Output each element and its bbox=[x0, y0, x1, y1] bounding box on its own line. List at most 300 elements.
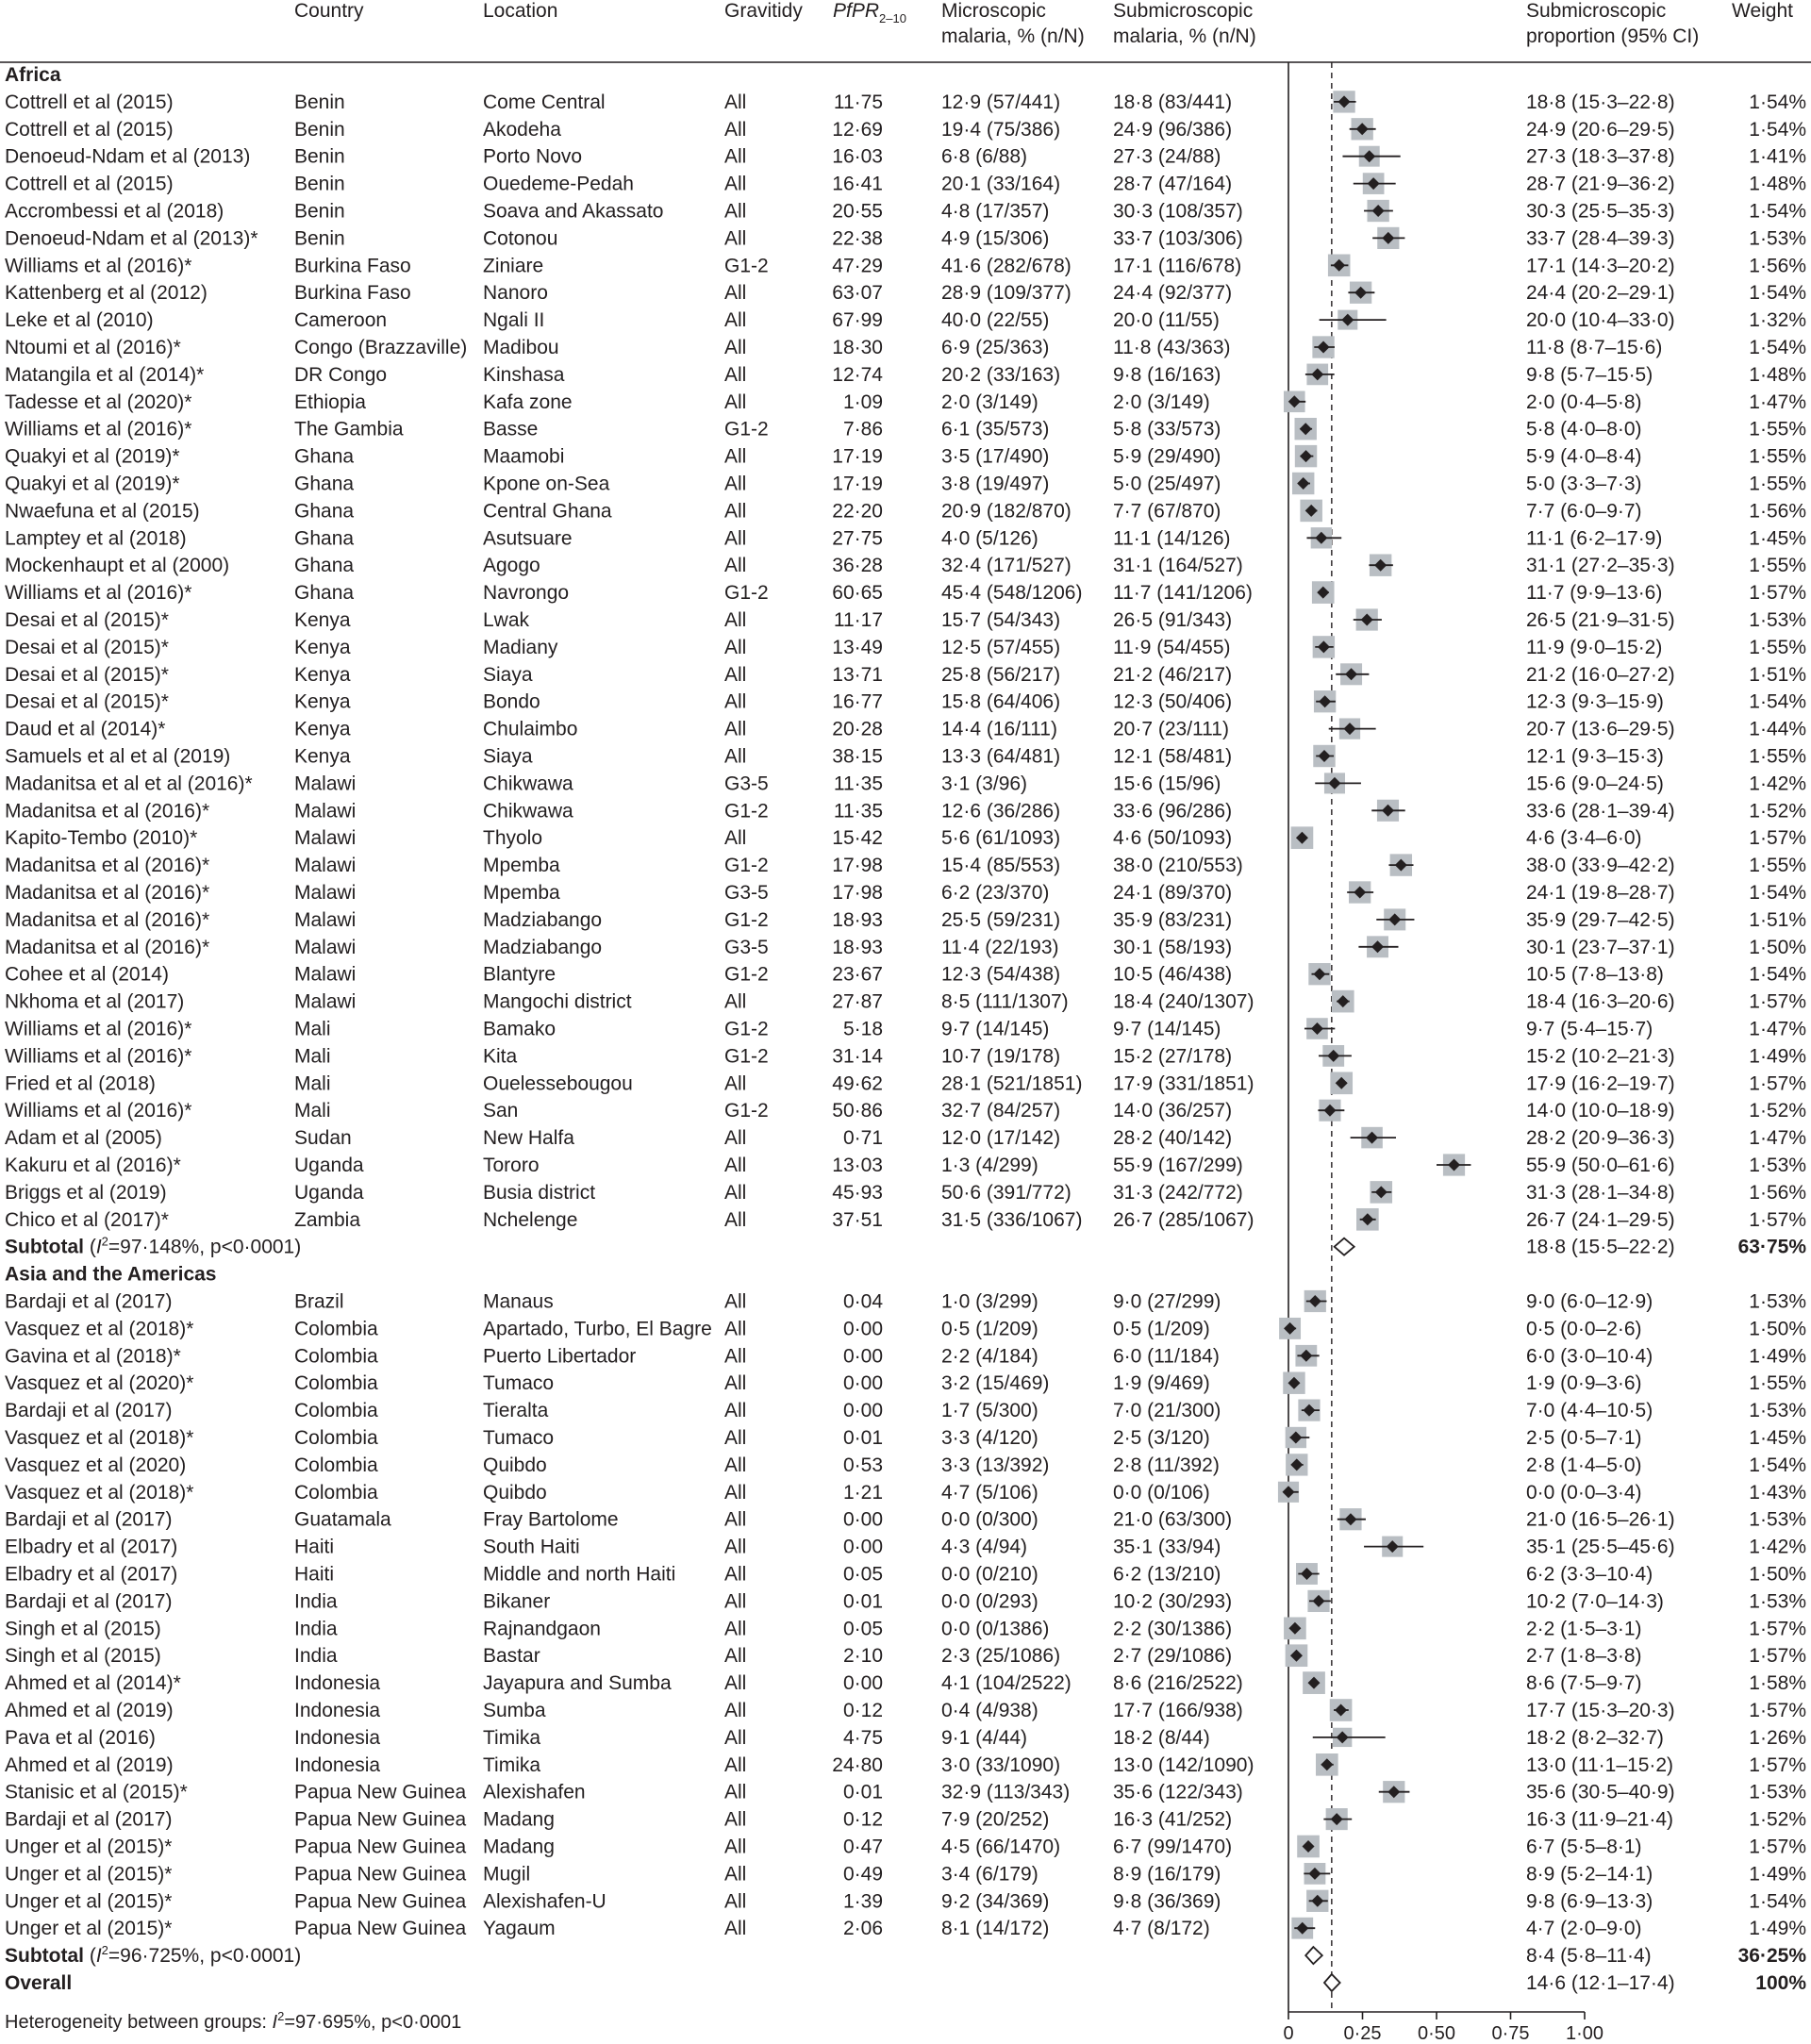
subtotal-ci-cell: 18·8 (15·5–22·2) bbox=[1526, 1236, 1675, 1258]
proportion-ci-cell: 38·0 (33·9–42·2) bbox=[1526, 855, 1675, 877]
weight-cell: 1·51% bbox=[1749, 908, 1806, 931]
pfpr-cell: 0·53 bbox=[842, 1454, 883, 1476]
microscopic-cell: 3·0 (33/1090) bbox=[941, 1753, 1061, 1776]
weight-cell: 1·57% bbox=[1749, 1072, 1806, 1095]
microscopic-cell: 3·3 (4/120) bbox=[941, 1427, 1038, 1449]
table-row bbox=[5, 582, 1806, 604]
submicroscopic-cell: 14·0 (36/257) bbox=[1113, 1100, 1233, 1122]
microscopic-cell: 0·0 (0/1386) bbox=[941, 1618, 1050, 1640]
study-label: Fried et al (2018) bbox=[5, 1072, 156, 1095]
country-cell: Mali bbox=[294, 1072, 331, 1095]
table-row bbox=[5, 964, 1806, 986]
microscopic-cell: 4·3 (4/94) bbox=[941, 1536, 1028, 1558]
weight-cell: 1·54% bbox=[1749, 690, 1806, 713]
study-label: Vasquez et al (2018)* bbox=[5, 1427, 194, 1449]
pfpr-cell: 13·03 bbox=[832, 1155, 883, 1176]
gravidity-cell: All bbox=[724, 337, 747, 358]
location-cell: Mpemba bbox=[483, 855, 560, 877]
proportion-ci-cell: 9·7 (5·4–15·7) bbox=[1526, 1018, 1653, 1040]
microscopic-cell: 9·2 (34/369) bbox=[941, 1890, 1050, 1913]
pfpr-cell: 18·93 bbox=[832, 908, 883, 931]
country-cell: Uganda bbox=[294, 1155, 364, 1176]
microscopic-cell: 5·6 (61/1093) bbox=[941, 827, 1061, 850]
location-cell: Nanoro bbox=[483, 282, 548, 305]
country-cell: Mali bbox=[294, 1100, 331, 1122]
submicroscopic-cell: 11·7 (141/1206) bbox=[1113, 582, 1253, 605]
header-weight: Weight bbox=[1732, 0, 1793, 22]
microscopic-cell: 12·0 (17/142) bbox=[941, 1127, 1061, 1150]
country-cell: India bbox=[294, 1645, 338, 1668]
study-label: Williams et al (2016)* bbox=[5, 1018, 192, 1040]
pfpr-cell: 0·01 bbox=[842, 1427, 883, 1449]
gravidity-cell: All bbox=[724, 1155, 747, 1176]
column-headers bbox=[294, 0, 1793, 47]
location-cell: Cotonou bbox=[483, 227, 558, 250]
study-label: Unger et al (2015)* bbox=[5, 1836, 173, 1858]
study-label: Ahmed et al (2014)* bbox=[5, 1672, 181, 1695]
header-sub-line1: Submicroscopic bbox=[1113, 0, 1254, 22]
location-cell: Blantyre bbox=[483, 963, 557, 986]
location-cell: Soava and Akassato bbox=[483, 200, 664, 223]
country-cell: Uganda bbox=[294, 1181, 364, 1204]
proportion-ci-cell: 11·8 (8·7–15·6) bbox=[1526, 337, 1663, 358]
pfpr-cell: 0·47 bbox=[842, 1836, 883, 1858]
pfpr-cell: 0·01 bbox=[842, 1590, 883, 1613]
microscopic-cell: 20·1 (33/164) bbox=[941, 173, 1061, 195]
submicroscopic-cell: 5·8 (33/573) bbox=[1113, 418, 1221, 440]
country-cell: Benin bbox=[294, 91, 345, 113]
microscopic-cell: 6·1 (35/573) bbox=[941, 418, 1050, 440]
location-cell: Tieralta bbox=[483, 1400, 549, 1422]
location-cell: Madang bbox=[483, 1808, 555, 1831]
study-label: Madanitsa et al (2016)* bbox=[5, 800, 210, 823]
pfpr-cell: 2·10 bbox=[842, 1645, 883, 1668]
subtotal-word: Subtotal bbox=[5, 1236, 90, 1258]
country-cell: Zambia bbox=[294, 1208, 361, 1231]
pfpr-cell: 18·30 bbox=[832, 337, 883, 358]
submicroscopic-cell: 9·8 (36/369) bbox=[1113, 1890, 1221, 1913]
table-row bbox=[5, 500, 1806, 522]
location-cell: Busia district bbox=[483, 1181, 596, 1204]
country-cell: Ghana bbox=[294, 582, 355, 605]
study-label: Ahmed et al (2019) bbox=[5, 1700, 174, 1721]
location-cell: Kafa zone bbox=[483, 391, 573, 413]
microscopic-cell: 8·1 (14/172) bbox=[941, 1918, 1050, 1940]
header-micro-line2: malaria, % (n/N) bbox=[941, 25, 1085, 47]
pfpr-cell: 0·01 bbox=[842, 1781, 883, 1803]
study-label: Mockenhaupt et al (2000) bbox=[5, 555, 230, 577]
gravidity-cell: All bbox=[724, 827, 747, 850]
submicroscopic-cell: 2·2 (30/1386) bbox=[1113, 1618, 1233, 1640]
country-cell: Papua New Guinea bbox=[294, 1918, 467, 1940]
country-cell: Malawi bbox=[294, 963, 357, 986]
location-cell: Chulaimbo bbox=[483, 718, 578, 740]
pfpr-cell: 1·21 bbox=[842, 1481, 883, 1504]
gravidity-cell: All bbox=[724, 1726, 747, 1749]
table-row bbox=[5, 146, 1806, 168]
gravidity-cell: G3-5 bbox=[724, 773, 769, 795]
table-row bbox=[5, 1700, 1806, 1721]
submicroscopic-cell: 16·3 (41/252) bbox=[1113, 1808, 1233, 1831]
subtotal-weight-cell: 63·75% bbox=[1737, 1236, 1806, 1258]
table-row bbox=[5, 201, 1806, 223]
microscopic-cell: 31·5 (336/1067) bbox=[941, 1208, 1083, 1231]
country-cell: Benin bbox=[294, 227, 345, 250]
proportion-ci-cell: 5·8 (4·0–8·0) bbox=[1526, 418, 1642, 440]
weight-cell: 1·51% bbox=[1749, 663, 1806, 686]
table-row bbox=[5, 1100, 1806, 1122]
study-label: Williams et al (2016)* bbox=[5, 418, 192, 440]
submicroscopic-cell: 11·1 (14/126) bbox=[1113, 527, 1231, 550]
subtotal-het-rest: =96·725%, p<0·0001) bbox=[108, 1945, 302, 1968]
subtotal-label bbox=[5, 1235, 301, 1258]
country-cell: Kenya bbox=[294, 745, 351, 768]
proportion-ci-cell: 33·6 (28·1–39·4) bbox=[1526, 800, 1675, 823]
table-row bbox=[5, 1782, 1806, 1803]
location-cell: Quibdo bbox=[483, 1481, 547, 1504]
study-label: Bardaji et al (2017) bbox=[5, 1400, 173, 1422]
gravidity-cell: All bbox=[724, 145, 747, 168]
weight-cell: 1·45% bbox=[1749, 527, 1806, 550]
location-cell: Alexishafen bbox=[483, 1781, 586, 1803]
table-row bbox=[5, 637, 1806, 658]
proportion-ci-cell: 28·7 (21·9–36·2) bbox=[1526, 173, 1675, 195]
pfpr-cell: 0·00 bbox=[842, 1318, 883, 1340]
overall-row bbox=[5, 1972, 1806, 1994]
proportion-ci-cell: 4·7 (2·0–9·0) bbox=[1526, 1918, 1642, 1940]
proportion-ci-cell: 10·5 (7·8–13·8) bbox=[1526, 963, 1664, 986]
country-cell: Kenya bbox=[294, 663, 351, 686]
pfpr-cell: 60·65 bbox=[832, 582, 883, 605]
weight-cell: 1·57% bbox=[1749, 582, 1806, 605]
gravidity-cell: All bbox=[724, 1127, 747, 1150]
location-cell: Bondo bbox=[483, 690, 540, 713]
weight-cell: 1·50% bbox=[1749, 1563, 1806, 1586]
microscopic-cell: 41·6 (282/678) bbox=[941, 255, 1072, 277]
proportion-ci-cell: 4·6 (3·4–6·0) bbox=[1526, 827, 1642, 850]
proportion-ci-cell: 6·0 (3·0–10·4) bbox=[1526, 1345, 1653, 1368]
microscopic-cell: 1·3 (4/299) bbox=[941, 1155, 1038, 1176]
country-cell: Colombia bbox=[294, 1454, 378, 1476]
weight-cell: 1·55% bbox=[1749, 445, 1806, 468]
study-label: Adam et al (2005) bbox=[5, 1127, 162, 1150]
pfpr-cell: 11·17 bbox=[833, 609, 883, 631]
table-row bbox=[5, 309, 1806, 331]
gravidity-cell: All bbox=[724, 1508, 747, 1531]
table-row bbox=[5, 882, 1806, 904]
proportion-ci-cell: 16·3 (11·9–21·4) bbox=[1526, 1808, 1674, 1831]
gravidity-cell: All bbox=[724, 391, 747, 413]
weight-cell: 1·55% bbox=[1749, 855, 1806, 877]
proportion-ci-cell: 9·0 (6·0–12·9) bbox=[1526, 1290, 1653, 1313]
country-cell: Ghana bbox=[294, 500, 355, 523]
submicroscopic-cell: 0·0 (0/106) bbox=[1113, 1481, 1210, 1504]
submicroscopic-cell: 8·9 (16/179) bbox=[1113, 1863, 1221, 1886]
location-cell: Madang bbox=[483, 1836, 555, 1858]
location-cell: Madiany bbox=[483, 636, 558, 658]
study-label: Williams et al (2016)* bbox=[5, 1100, 192, 1122]
table-row bbox=[5, 1019, 1806, 1040]
location-cell: Madziabango bbox=[483, 936, 603, 958]
weight-cell: 1·50% bbox=[1749, 936, 1806, 958]
microscopic-cell: 6·9 (25/363) bbox=[941, 337, 1050, 358]
x-tick-label: 0·75 bbox=[1491, 2023, 1530, 2044]
submicroscopic-cell: 7·0 (21/300) bbox=[1113, 1400, 1221, 1422]
country-cell: Kenya bbox=[294, 636, 351, 658]
study-label: Ntoumi et al (2016)* bbox=[5, 337, 181, 358]
location-cell: Madziabango bbox=[483, 908, 603, 931]
proportion-ci-cell: 33·7 (28·4–39·3) bbox=[1526, 227, 1675, 250]
microscopic-cell: 50·6 (391/772) bbox=[941, 1181, 1072, 1204]
proportion-ci-cell: 6·7 (5·5–8·1) bbox=[1526, 1836, 1642, 1858]
submicroscopic-cell: 5·0 (25/497) bbox=[1113, 473, 1221, 495]
study-label: Unger et al (2015)* bbox=[5, 1863, 173, 1886]
pfpr-cell: 27·87 bbox=[832, 990, 883, 1013]
gravidity-cell: All bbox=[724, 1781, 747, 1803]
gravidity-cell: G1-2 bbox=[724, 908, 769, 931]
microscopic-cell: 4·7 (5/106) bbox=[941, 1481, 1038, 1504]
weight-cell: 1·52% bbox=[1749, 1100, 1806, 1122]
study-markers bbox=[1278, 91, 1471, 1991]
pfpr-cell: 17·98 bbox=[832, 855, 883, 877]
weight-cell: 1·53% bbox=[1749, 1781, 1806, 1803]
gravidity-cell: All bbox=[724, 1753, 747, 1776]
gravidity-cell: G1-2 bbox=[724, 1045, 769, 1068]
microscopic-cell: 45·4 (548/1206) bbox=[941, 582, 1083, 605]
microscopic-cell: 3·3 (13/392) bbox=[941, 1454, 1050, 1476]
weight-cell: 1·57% bbox=[1749, 1618, 1806, 1640]
submicroscopic-cell: 6·7 (99/1470) bbox=[1113, 1836, 1233, 1858]
proportion-ci-cell: 7·0 (4·4–10·5) bbox=[1526, 1400, 1653, 1422]
study-label: Tadesse et al (2020)* bbox=[5, 391, 192, 413]
pfpr-cell: 2·06 bbox=[842, 1918, 883, 1940]
proportion-ci-cell: 24·4 (20·2–29·1) bbox=[1526, 282, 1675, 305]
weight-cell: 1·44% bbox=[1749, 718, 1806, 740]
subtotal-het-sup: 2 bbox=[101, 1234, 108, 1249]
gravidity-cell: All bbox=[724, 1563, 747, 1586]
weight-cell: 1·45% bbox=[1749, 1427, 1806, 1449]
pfpr-cell: 16·77 bbox=[832, 690, 883, 713]
gravidity-cell: G3-5 bbox=[724, 882, 769, 904]
location-cell: Kinshasa bbox=[483, 363, 565, 386]
microscopic-cell: 10·7 (19/178) bbox=[941, 1045, 1061, 1068]
subtotal-het-sup: 2 bbox=[101, 1943, 108, 1958]
microscopic-cell: 32·9 (113/343) bbox=[941, 1781, 1071, 1803]
location-cell: Kita bbox=[483, 1045, 518, 1068]
submicroscopic-cell: 24·9 (96/386) bbox=[1113, 118, 1233, 141]
weight-cell: 1·58% bbox=[1749, 1672, 1806, 1695]
microscopic-cell: 4·1 (104/2522) bbox=[941, 1672, 1072, 1695]
table-row bbox=[5, 1400, 1806, 1421]
location-cell: Madibou bbox=[483, 337, 559, 358]
table-row bbox=[5, 691, 1806, 713]
weight-cell: 1·55% bbox=[1749, 418, 1806, 440]
location-cell: Come Central bbox=[483, 91, 606, 113]
microscopic-cell: 3·2 (15/469) bbox=[941, 1372, 1050, 1395]
submicroscopic-cell: 11·8 (43/363) bbox=[1113, 337, 1231, 358]
subtotal-diamond bbox=[1305, 1947, 1322, 1964]
pfpr-cell: 37·51 bbox=[832, 1208, 883, 1231]
study-label: Williams et al (2016)* bbox=[5, 255, 192, 277]
header-gravidity: Gravitidy bbox=[724, 0, 803, 22]
location-cell: Akodeha bbox=[483, 118, 561, 141]
gravidity-cell: G1-2 bbox=[724, 1100, 769, 1122]
pfpr-cell: 16·03 bbox=[832, 145, 883, 168]
proportion-ci-cell: 6·2 (3·3–10·4) bbox=[1526, 1563, 1653, 1586]
table-row bbox=[5, 855, 1806, 876]
proportion-ci-cell: 35·9 (29·7–42·5) bbox=[1526, 908, 1675, 931]
country-cell: The Gambia bbox=[294, 418, 404, 440]
country-cell: Colombia bbox=[294, 1372, 378, 1395]
group-header: Africa bbox=[5, 64, 61, 86]
weight-cell: 1·48% bbox=[1749, 363, 1806, 386]
microscopic-cell: 8·5 (111/1307) bbox=[941, 990, 1069, 1013]
weight-cell: 1·57% bbox=[1749, 990, 1806, 1013]
weight-cell: 1·54% bbox=[1749, 118, 1806, 141]
table-row bbox=[5, 1863, 1806, 1885]
pfpr-cell: 16·41 bbox=[832, 173, 883, 195]
proportion-ci-cell: 17·9 (16·2–19·7) bbox=[1526, 1072, 1675, 1095]
table-row bbox=[5, 1890, 1806, 1912]
country-cell: Papua New Guinea bbox=[294, 1890, 467, 1913]
submicroscopic-cell: 6·2 (13/210) bbox=[1113, 1563, 1221, 1586]
pfpr-cell: 13·49 bbox=[832, 636, 883, 658]
pfpr-cell: 47·29 bbox=[832, 255, 883, 277]
table-row bbox=[5, 937, 1806, 958]
study-label: Unger et al (2015)* bbox=[5, 1918, 173, 1940]
location-cell: Mugil bbox=[483, 1863, 531, 1886]
pfpr-cell: 1·09 bbox=[842, 391, 883, 413]
table-row bbox=[5, 364, 1806, 386]
proportion-ci-cell: 11·1 (6·2–17·9) bbox=[1526, 527, 1663, 550]
pfpr-cell: 17·19 bbox=[832, 473, 883, 495]
weight-cell: 1·26% bbox=[1749, 1726, 1806, 1749]
microscopic-cell: 12·6 (36/286) bbox=[941, 800, 1061, 823]
proportion-ci-cell: 24·1 (19·8–28·7) bbox=[1526, 882, 1675, 904]
pfpr-cell: 0·12 bbox=[842, 1808, 883, 1831]
country-cell: Malawi bbox=[294, 800, 357, 823]
country-cell: Benin bbox=[294, 200, 345, 223]
pfpr-cell: 5·18 bbox=[842, 1018, 883, 1040]
submicroscopic-cell: 10·2 (30/293) bbox=[1113, 1590, 1233, 1613]
gravidity-cell: All bbox=[724, 1808, 747, 1831]
table-row bbox=[5, 91, 1806, 113]
weight-cell: 1·57% bbox=[1749, 1645, 1806, 1668]
gravidity-cell: All bbox=[724, 1836, 747, 1858]
table-row bbox=[5, 991, 1806, 1013]
microscopic-cell: 32·4 (171/527) bbox=[941, 555, 1072, 577]
pfpr-cell: 27·75 bbox=[832, 527, 883, 550]
study-label: Cottrell et al (2015) bbox=[5, 91, 174, 113]
subtotal-het-open: ( bbox=[89, 1945, 96, 1968]
submicroscopic-cell: 21·0 (63/300) bbox=[1113, 1508, 1233, 1531]
proportion-ci-cell: 0·0 (0·0–3·4) bbox=[1526, 1481, 1642, 1504]
proportion-ci-cell: 17·1 (14·3–20·2) bbox=[1526, 255, 1675, 277]
weight-cell: 1·55% bbox=[1749, 1372, 1806, 1395]
weight-cell: 1·49% bbox=[1749, 1918, 1806, 1940]
submicroscopic-cell: 35·1 (33/94) bbox=[1113, 1536, 1221, 1558]
table-row bbox=[5, 1590, 1806, 1612]
country-cell: Kenya bbox=[294, 718, 351, 740]
weight-cell: 1·43% bbox=[1749, 1481, 1806, 1504]
country-cell: Malawi bbox=[294, 990, 357, 1013]
weight-cell: 1·42% bbox=[1749, 1536, 1806, 1558]
weight-cell: 1·47% bbox=[1749, 1018, 1806, 1040]
location-cell: San bbox=[483, 1100, 519, 1122]
table-row bbox=[5, 1672, 1806, 1694]
study-label: Desai et al (2015)* bbox=[5, 609, 169, 631]
submicroscopic-cell: 15·6 (15/96) bbox=[1113, 773, 1221, 795]
weight-cell: 1·55% bbox=[1749, 745, 1806, 768]
weight-cell: 1·57% bbox=[1749, 827, 1806, 850]
pfpr-cell: 38·15 bbox=[832, 745, 883, 768]
country-cell: Malawi bbox=[294, 882, 357, 904]
microscopic-cell: 0·5 (1/209) bbox=[941, 1318, 1038, 1340]
country-cell: Malawi bbox=[294, 936, 357, 958]
microscopic-cell: 15·8 (64/406) bbox=[941, 690, 1061, 713]
location-cell: Agogo bbox=[483, 555, 540, 577]
study-label: Nkhoma et al (2017) bbox=[5, 990, 185, 1013]
gravidity-cell: All bbox=[724, 1645, 747, 1668]
location-cell: Basse bbox=[483, 418, 539, 440]
x-axis-ticks bbox=[1283, 2012, 1603, 2044]
gravidity-cell: G1-2 bbox=[724, 255, 769, 277]
study-label: Ahmed et al (2019) bbox=[5, 1753, 174, 1776]
location-cell: Apartado, Turbo, El Bagre bbox=[483, 1318, 712, 1340]
weight-cell: 1·49% bbox=[1749, 1345, 1806, 1368]
table-row bbox=[5, 1372, 1806, 1394]
gravidity-cell: All bbox=[724, 1290, 747, 1313]
country-cell: Colombia bbox=[294, 1318, 378, 1340]
location-cell: Bikaner bbox=[483, 1590, 551, 1613]
subtotal-row bbox=[5, 1235, 1806, 1258]
pfpr-cell: 22·38 bbox=[832, 227, 883, 250]
subtotal-het-i: I bbox=[95, 1945, 102, 1968]
submicroscopic-cell: 17·7 (166/938) bbox=[1113, 1700, 1243, 1721]
pfpr-cell: 0·49 bbox=[842, 1863, 883, 1886]
gravidity-cell: All bbox=[724, 282, 747, 305]
gravidity-cell: All bbox=[724, 990, 747, 1013]
microscopic-cell: 2·3 (25/1086) bbox=[941, 1645, 1061, 1668]
location-cell: Bamako bbox=[483, 1018, 557, 1040]
submicroscopic-cell: 35·9 (83/231) bbox=[1113, 908, 1233, 931]
proportion-ci-cell: 27·3 (18·3–37·8) bbox=[1526, 145, 1675, 168]
microscopic-cell: 40·0 (22/55) bbox=[941, 309, 1050, 332]
microscopic-cell: 4·0 (5/126) bbox=[941, 527, 1038, 550]
submicroscopic-cell: 28·2 (40/142) bbox=[1113, 1127, 1233, 1150]
pfpr-cell: 17·98 bbox=[832, 882, 883, 904]
microscopic-cell: 28·9 (109/377) bbox=[941, 282, 1072, 305]
subtotal-het-rest: =97·148%, p<0·0001) bbox=[108, 1236, 302, 1258]
weight-cell: 1·56% bbox=[1749, 500, 1806, 523]
pfpr-cell: 36·28 bbox=[832, 555, 883, 577]
table-row bbox=[5, 1727, 1806, 1749]
header-pfpr-subscript: 2–10 bbox=[879, 11, 906, 25]
submicroscopic-cell: 1·9 (9/469) bbox=[1113, 1372, 1210, 1395]
submicroscopic-cell: 26·5 (91/343) bbox=[1113, 609, 1233, 631]
location-cell: Asutsuare bbox=[483, 527, 573, 550]
proportion-ci-cell: 21·2 (16·0–27·2) bbox=[1526, 663, 1675, 686]
country-cell: Sudan bbox=[294, 1127, 352, 1150]
gravidity-cell: All bbox=[724, 363, 747, 386]
microscopic-cell: 15·7 (54/343) bbox=[941, 609, 1061, 631]
study-label: Madanitsa et al (2016)* bbox=[5, 908, 210, 931]
table-row bbox=[5, 1209, 1806, 1231]
microscopic-cell: 0·0 (0/300) bbox=[941, 1508, 1038, 1531]
location-cell: Jayapura and Sumba bbox=[483, 1672, 672, 1695]
submicroscopic-cell: 15·2 (27/178) bbox=[1113, 1045, 1233, 1068]
location-cell: Kpone on-Sea bbox=[483, 473, 610, 495]
